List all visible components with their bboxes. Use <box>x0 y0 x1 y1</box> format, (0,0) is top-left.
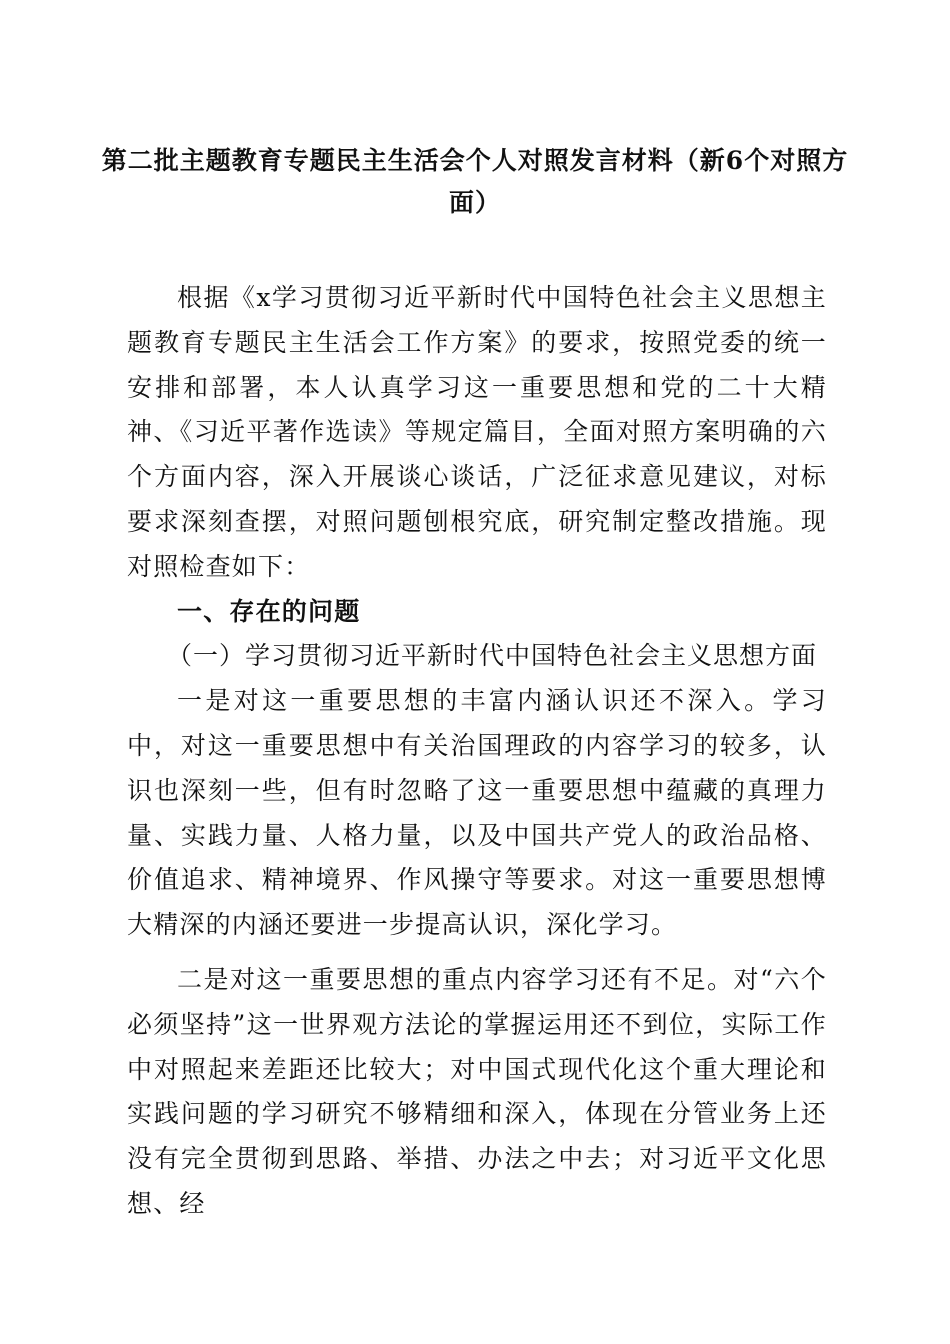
intro-paragraph: 根据《x学习贯彻习近平新时代中国特色社会主义思想主题教育专题民主生活会工作方案》的要求，按照党委的统一安排和部署，本人认真学习这一重要思想和党的二十大精神、《习近平著作选读》等规定篇目，全面对照方案明确的六个方面内容，深入开展谈心谈话，广泛征求意见建议，对标要求深刻查摆，对照问题刨根究底，研究制定整改措施。现对照检查如下： <box>127 283 827 581</box>
body-paragraph-1: 一是对这一重要思想的丰富内涵认识还不深入。学习中，对这一重要思想中有关治国理政的内容学习的较多，认识也深刻一些，但有时忽略了这一重要思想中蕴藏的真理力量、实践力量、人格力量，以及中国共产党人的政治品格、价值追求、精神境界、作风操守等要求。对这一重要思想博大精深的内涵还要进一步提高认识，深化学习。 <box>127 686 827 940</box>
document-title: 第二批主题教育专题民主生活会个人对照发言材料（新6个对照方面） <box>101 146 849 217</box>
subsection-heading-study: （一）学习贯彻习近平新时代中国特色社会主义思想方面 <box>167 641 818 671</box>
paragraph-spacer <box>127 948 827 958</box>
section-heading-problems: 一、存在的问题 <box>177 596 361 626</box>
document-body <box>127 276 827 1227</box>
body-paragraph-2: 二是对这一重要思想的重点内容学习还有不足。对“六个必须坚持”这一世界观方法论的掌握运用还不到位，实际工作中对照起来差距还比较大；对中国式现代化这个重大理论和实践问题的学习研究不够精细和深入，体现在分管业务上还没有完全贯彻到思路、举措、办法之中去；对习近平文化思想、经 <box>127 964 827 1218</box>
